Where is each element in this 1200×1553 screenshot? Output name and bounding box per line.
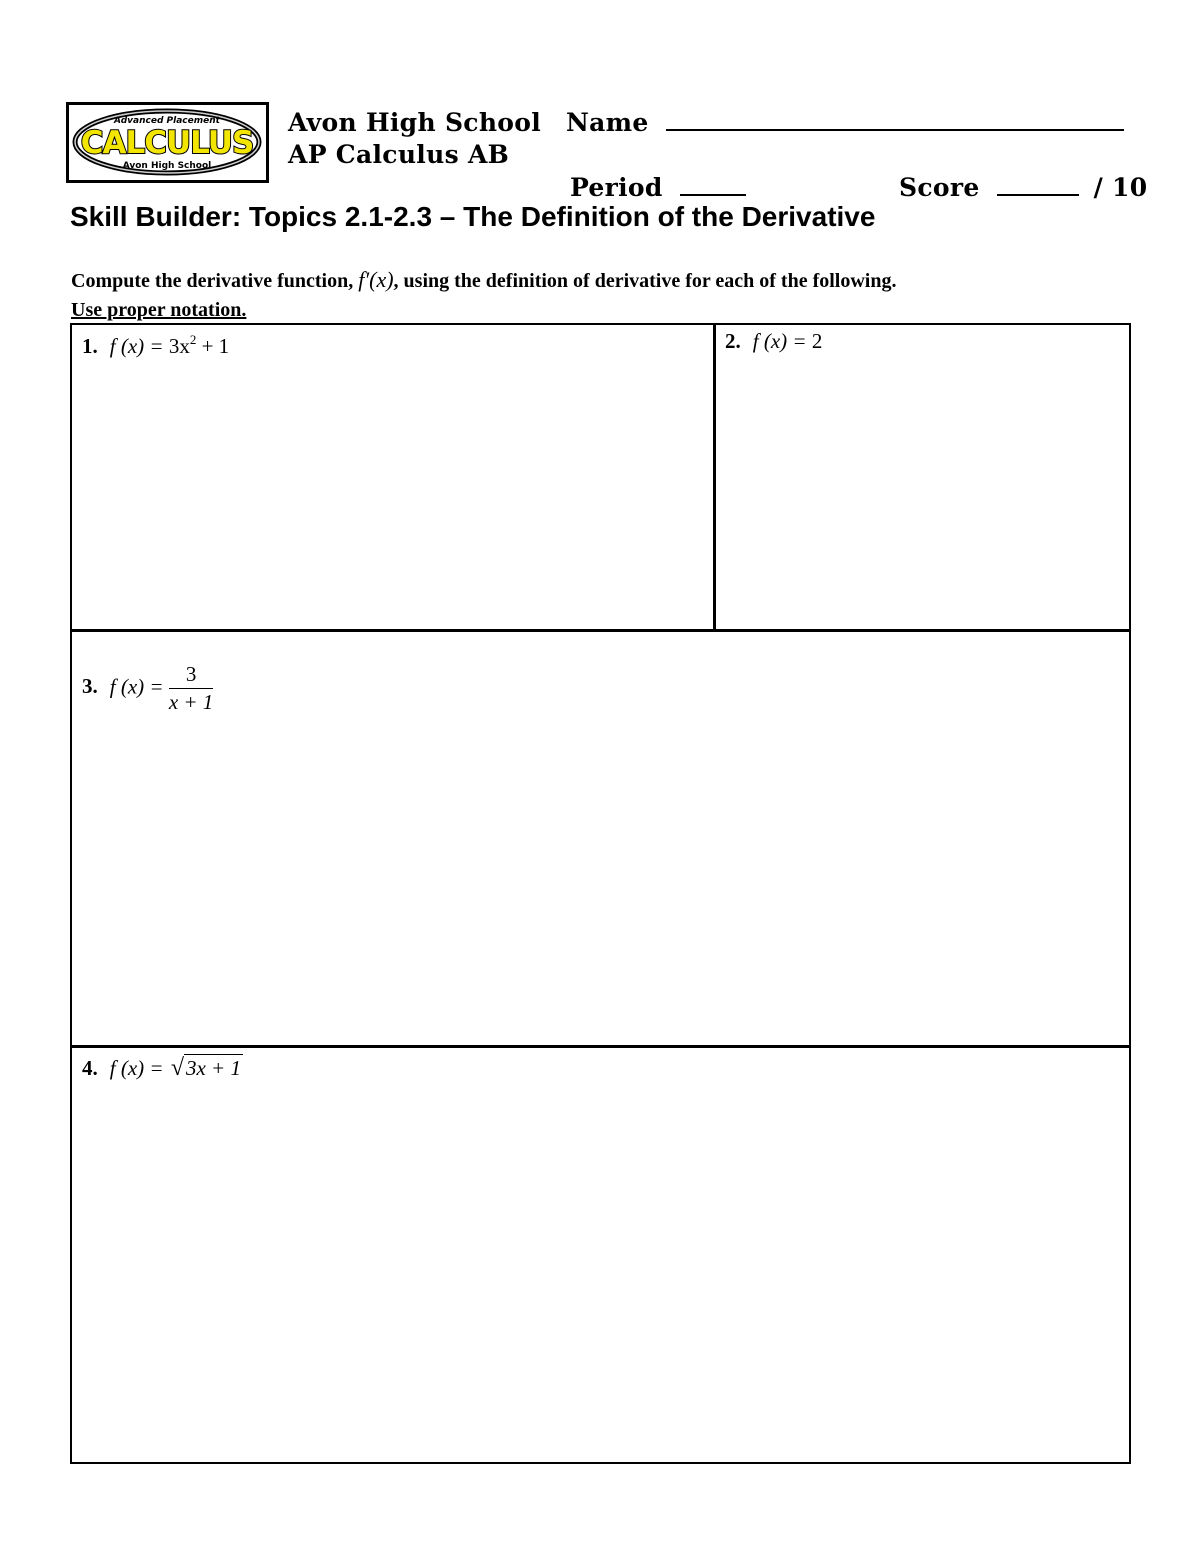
logo-small-text: Advanced Placement <box>114 116 220 126</box>
derivative-notation: f′(x) <box>358 267 394 292</box>
fraction-numerator: 3 <box>169 664 214 689</box>
name-blank <box>666 129 1124 131</box>
period-field <box>570 175 746 200</box>
instructions-line-1 <box>71 269 897 291</box>
problem-fraction <box>169 664 214 713</box>
problem-lhs: f (x) = <box>752 329 812 353</box>
score-label: Score <box>899 173 980 202</box>
answer-box-2[interactable] <box>713 323 1131 632</box>
answer-box-1[interactable] <box>70 323 716 632</box>
answer-box-4[interactable] <box>70 1045 1131 1464</box>
logo-main-text: CALCULUS <box>80 125 254 161</box>
course-name: AP Calculus AB <box>288 140 510 169</box>
problem-1 <box>82 333 229 357</box>
problem-number: 2. <box>725 329 741 353</box>
problem-lhs: f (x) = <box>109 334 169 358</box>
problem-radicand: 3x + 1 <box>185 1056 241 1080</box>
problem-exponent: 2 <box>189 332 197 347</box>
answer-box-3[interactable] <box>70 629 1131 1048</box>
calculus-logo <box>66 102 269 183</box>
problem-lhs: f (x) = <box>109 674 169 699</box>
fraction-denominator: x + 1 <box>168 690 214 714</box>
instructions-text: Compute the derivative function, <box>71 270 354 292</box>
problem-3 <box>82 664 213 713</box>
problem-number: 3. <box>82 674 98 699</box>
score-field <box>899 175 1147 200</box>
problem-expression-tail: + 1 <box>196 334 230 358</box>
problem-lhs: f (x) = <box>109 1056 169 1080</box>
problem-number: 1. <box>82 334 98 358</box>
worksheet-title: Skill Builder: Topics 2.1-2.3 – The Definition of the Derivative <box>70 201 876 232</box>
square-root-icon: √ <box>170 1055 184 1081</box>
period-label: Period <box>570 173 663 202</box>
problem-4 <box>82 1056 243 1080</box>
problem-expression: 2 <box>811 329 823 353</box>
problem-number: 4. <box>82 1056 98 1080</box>
instructions-text-end: , using the definition of derivative for each of the following. <box>393 270 897 292</box>
score-blank <box>997 194 1079 196</box>
score-total: / 10 <box>1093 173 1148 202</box>
calculus-logo-graphic <box>69 105 266 180</box>
school-name: Avon High School <box>288 108 542 137</box>
period-blank <box>680 194 746 196</box>
name-field <box>566 110 1124 135</box>
problem-2 <box>725 331 822 352</box>
problem-expression: 3x <box>168 334 190 358</box>
logo-school-text: Avon High School <box>122 161 212 171</box>
instructions-line-2: Use proper notation. <box>71 299 247 321</box>
name-label: Name <box>566 108 649 137</box>
